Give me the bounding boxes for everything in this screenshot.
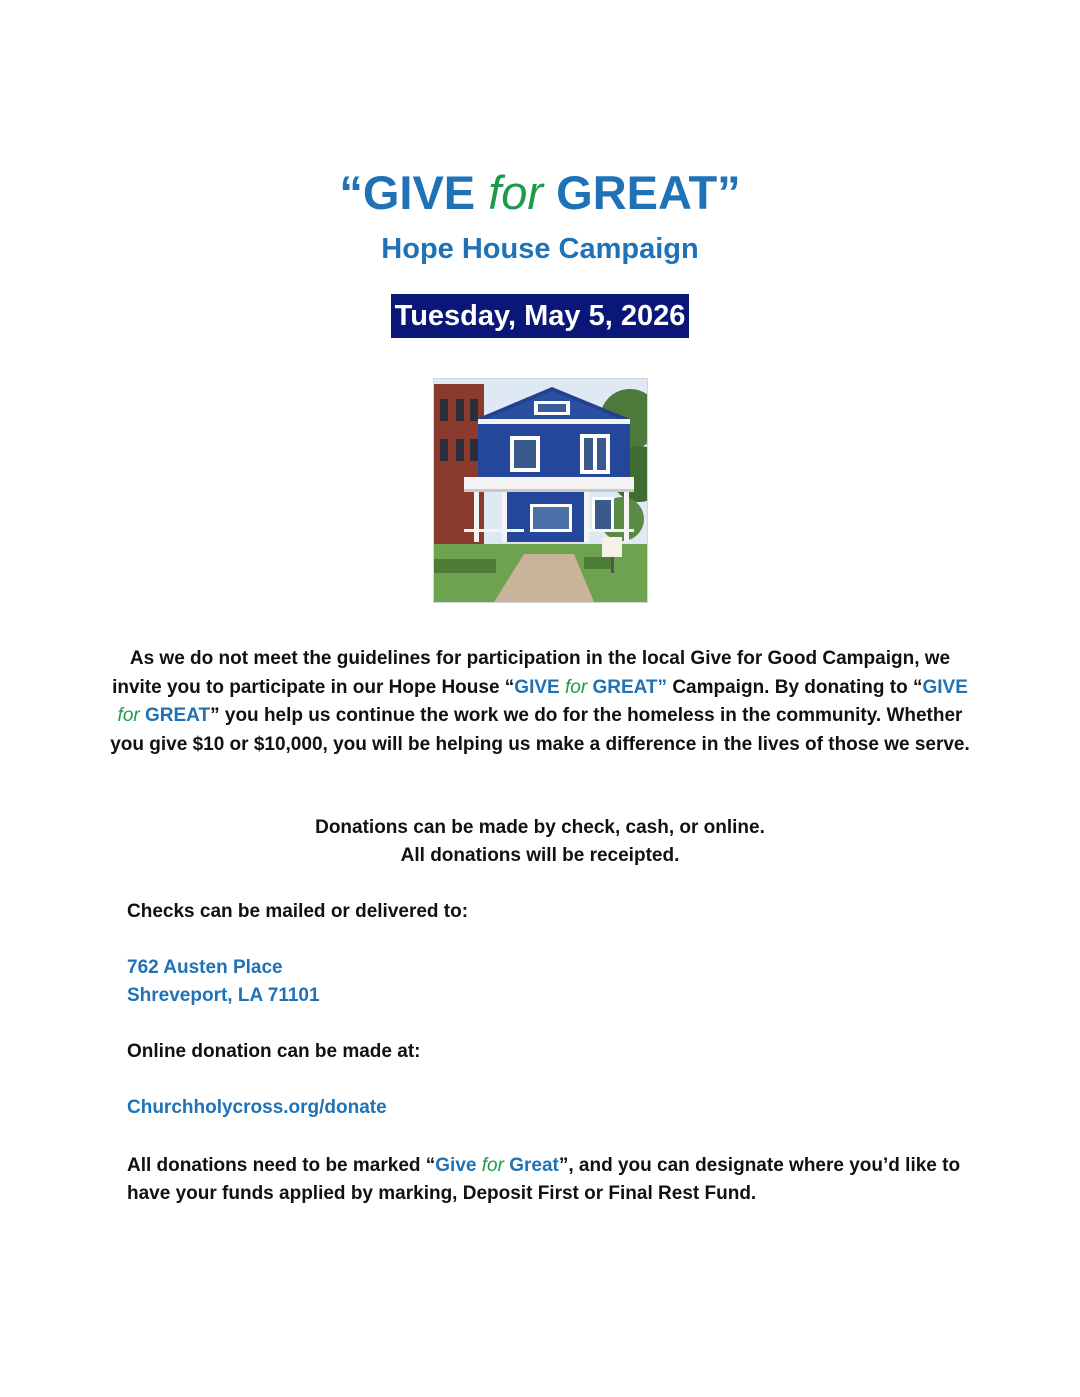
footer-note <box>127 1152 967 1208</box>
intro-text-2: Campaign. By donating to “ <box>667 676 923 698</box>
campaign-subtitle: Hope House Campaign <box>381 233 699 265</box>
donations-info <box>0 814 1080 870</box>
online-label: Online donation can be made at: <box>127 1041 421 1062</box>
footer-great: Great <box>503 1155 559 1176</box>
donate-link[interactable]: Churchholycross.org/donate <box>127 1097 387 1118</box>
checks-label: Checks can be mailed or delivered to: <box>127 901 469 922</box>
intro-for-1: for <box>564 676 588 698</box>
hope-house-photo <box>433 378 648 603</box>
footer-for: for <box>481 1155 504 1176</box>
mailing-address <box>127 954 320 1010</box>
title-great: GREAT <box>556 166 718 219</box>
footer-text-2: ”, and you can designate where you’d like to have your funds applied by marking, Deposit First or Final Rest Fund. <box>127 1155 961 1204</box>
donation-methods: Donations can be made by check, cash, or online. <box>315 817 765 838</box>
address-line-2: Shreveport, LA 71101 <box>127 985 320 1006</box>
intro-great-1: GREAT” <box>587 676 668 698</box>
title-for: for <box>488 166 544 219</box>
address-line-1: 762 Austen Place <box>127 957 283 978</box>
intro-great-2: GREAT <box>139 705 211 726</box>
intro-paragraph <box>110 645 970 759</box>
intro-give-1: GIVE <box>514 676 565 698</box>
footer-give: Give <box>435 1155 482 1176</box>
intro-for-2: for <box>117 705 140 726</box>
event-date: Tuesday, May 5, 2026 <box>391 294 690 338</box>
campaign-title <box>0 163 1080 223</box>
intro-text-1: As we do not meet the guidelines for participation in the local Give for Good Campaign, we invite you to participate in our Hope House “ <box>112 648 951 698</box>
intro-text-3: ” you help us continue the work we do for the homeless in the community. Whether you give $10 or $10,000, you will be helping us make a difference in the lives of those we serve. <box>110 705 970 755</box>
date-banner <box>0 294 1080 338</box>
intro-give-2: GIVE <box>922 676 968 698</box>
footer-text-1: All donations need to be marked “ <box>127 1155 436 1176</box>
house-illustration <box>434 379 647 602</box>
title-close-quote: ” <box>717 166 741 219</box>
title-give: GIVE <box>362 166 476 219</box>
donation-receipts: All donations will be receipted. <box>400 845 680 866</box>
title-open-quote: “ <box>339 166 363 219</box>
